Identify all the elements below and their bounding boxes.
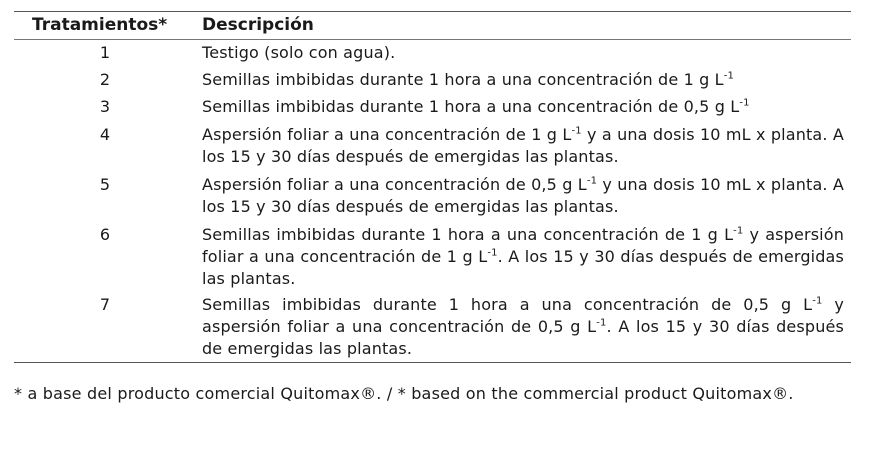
table-bottom-rule xyxy=(14,362,851,363)
treatment-number-1: 1 xyxy=(99,43,111,62)
treatment-number-7: 7 xyxy=(99,295,111,314)
treatment-number-5: 5 xyxy=(99,175,111,194)
treatment-description-5: Aspersión foliar a una concentración de 0,5 g $L^{-1}$ y una dosis 10 mL x planta. A los 15 y 30 días después de emergidas las plantas. xyxy=(202,175,844,216)
table-footnote: * a base del producto comercial Quitomax®. / * based on the commercial product Quitomax®. xyxy=(14,384,794,403)
treatment-description-1: Testigo (solo con agua). xyxy=(202,43,396,62)
treatment-number-4: 4 xyxy=(99,125,111,144)
treatment-number-6: 6 xyxy=(99,225,111,244)
table-top-rule xyxy=(14,11,851,12)
treatment-description-6: Semillas imbibidas durante 1 hora a una concentración de 1 g $L^{-1}$ y aspersión foliar a una concentración de 1 g $L^{-1}$. A los 15 y 30 días después de emergidas las plantas. xyxy=(202,225,844,288)
header-treatments: Tratamientos* xyxy=(32,15,168,35)
treatment-number-2: 2 xyxy=(99,70,111,89)
header-description: Descripción xyxy=(202,15,314,35)
table-header-rule xyxy=(14,39,851,40)
treatment-number-3: 3 xyxy=(99,97,111,116)
treatment-description-4: Aspersión foliar a una concentración de 1 g $L^{-1}$ y a una dosis 10 mL x planta. A los 15 y 30 días después de emergidas las plantas. xyxy=(202,125,844,166)
treatment-description-7: Semillas imbibidas durante 1 hora a una concentración de 0,5 g $L^{-1}$ y aspersión foliar a una concentración de 0,5 g $L^{-1}$. A los 15 y 30 días después de emergidas las plantas. xyxy=(202,295,844,358)
treatment-description-3: Semillas imbibidas durante 1 hora a una concentración de 0,5 g $L^{-1}$ xyxy=(202,97,750,116)
treatment-description-2: Semillas imbibidas durante 1 hora a una concentración de 1 g $L^{-1}$ xyxy=(202,70,735,89)
